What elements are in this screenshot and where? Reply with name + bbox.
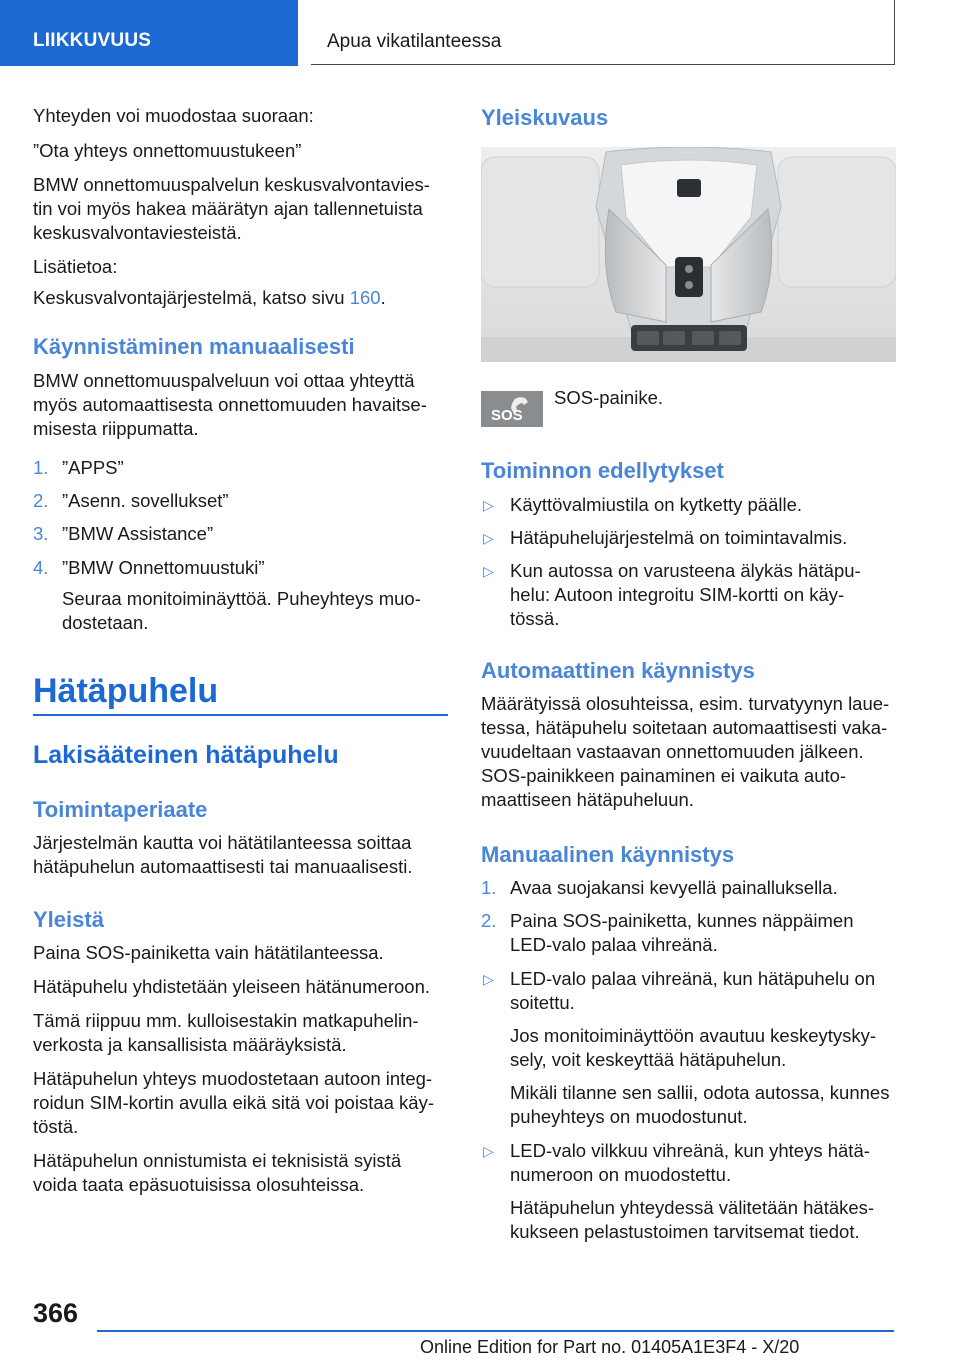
section-title: LIIKKUVUUS bbox=[33, 30, 152, 51]
paragraph: misesta riippumatta. bbox=[33, 418, 199, 439]
text: Keskusvalvontajärjestelmä, katso sivu bbox=[33, 287, 350, 308]
heading-principle: Toimintaperiaate bbox=[33, 797, 208, 822]
list-note: Hätäpuhelun yhteydessä välitetään hätäkes‐ bbox=[510, 1197, 875, 1218]
paragraph: Määrätyissä olosuhteissa, esim. turvatyynyn laue‐ bbox=[481, 693, 890, 714]
paragraph: Tämä riippuu mm. kulloisestakin matkapuhelin‐ bbox=[33, 1010, 419, 1031]
bullet-triangle-icon: ▷ bbox=[483, 563, 494, 579]
paragraph: Hätäpuhelu yhdistetään yleiseen hätänumeroon. bbox=[33, 976, 431, 997]
list-item: Käyttövalmiustila on kytketty päälle. bbox=[510, 494, 803, 515]
overhead-console-photo bbox=[481, 147, 896, 362]
paragraph: ”Ota yhteys onnettomuustukeen” bbox=[33, 140, 302, 161]
paragraph: keskusvalvontaviesteistä. bbox=[33, 222, 242, 243]
paragraph: Paina SOS-painiketta vain hätätilanteessa. bbox=[33, 942, 384, 963]
paragraph: Lisätietoa: bbox=[33, 256, 118, 277]
paragraph: Järjestelmän kautta voi hätätilanteessa soittaa bbox=[33, 832, 412, 853]
step-text: Avaa suojakansi kevyellä painalluksella. bbox=[510, 877, 838, 898]
heading-rule bbox=[33, 714, 448, 716]
step-number: 3. bbox=[33, 523, 49, 544]
bullet-triangle-icon: ▷ bbox=[483, 1143, 494, 1159]
sos-icon-label: SOS bbox=[491, 407, 523, 424]
paragraph: töstä. bbox=[33, 1116, 79, 1137]
step-text: Paina SOS-painiketta, kunnes näppäimen bbox=[510, 910, 854, 931]
footer-rule bbox=[97, 1330, 894, 1332]
section-tab bbox=[0, 0, 298, 66]
list-note: kukseen pelastustoimen tarvitsemat tiedot. bbox=[510, 1221, 860, 1242]
paragraph: vuudeltaan vastaavan onnettomuuden jälkeen. bbox=[481, 741, 864, 762]
heading-general: Yleistä bbox=[33, 907, 104, 932]
list-item: Kun autossa on varusteena älykäs hätäpu‐ bbox=[510, 560, 861, 581]
step-text: ”Asenn. sovellukset” bbox=[62, 490, 229, 511]
list-item: soitettu. bbox=[510, 992, 575, 1013]
heading-emergency-call: Hätäpuhelu bbox=[33, 672, 219, 710]
paragraph: voida taata epäsuotuisissa olosuhteissa. bbox=[33, 1174, 365, 1195]
heading-manual-start: Käynnistäminen manuaalisesti bbox=[33, 334, 355, 359]
paragraph: BMW onnettomuuspalveluun voi ottaa yhteyttä bbox=[33, 370, 415, 391]
paragraph: Hätäpuhelun onnistumista ei teknisistä syistä bbox=[33, 1150, 402, 1171]
paragraph: Yhteyden voi muodostaa suoraan: bbox=[33, 105, 314, 126]
paragraph: myös automaattisesta onnettomuuden havaitse‐ bbox=[33, 394, 427, 415]
heading-automatic-start: Automaattinen käynnistys bbox=[481, 658, 755, 683]
bullet-triangle-icon: ▷ bbox=[483, 530, 494, 546]
list-item: helu: Autoon integroitu SIM-kortti on käy‐ bbox=[510, 584, 845, 605]
heading-overview: Yleiskuvaus bbox=[481, 105, 609, 130]
footer-edition: Online Edition for Part no. 01405A1E3F4 - X/20 bbox=[420, 1337, 800, 1357]
list-note: Jos monitoiminäyttöön avautuu keskeytysky‐ bbox=[510, 1025, 877, 1046]
list-note: puheyhteys on muodostunut. bbox=[510, 1106, 748, 1127]
paragraph: hätäpuhelun automaattisesti tai manuaalisesti. bbox=[33, 856, 413, 877]
paragraph: SOS-painikkeen painaminen ei vaikuta auto‐ bbox=[481, 765, 847, 786]
list-item: numeroon on muodostettu. bbox=[510, 1164, 732, 1185]
bullet-triangle-icon: ▷ bbox=[483, 971, 494, 987]
step-note: dostetaan. bbox=[62, 612, 149, 633]
step-text: LED-valo palaa vihreänä. bbox=[510, 934, 718, 955]
step-number: 2. bbox=[33, 490, 49, 511]
heading-legal-emergency-call: Lakisääteinen hätäpuhelu bbox=[33, 741, 339, 769]
step-number: 2. bbox=[481, 910, 497, 931]
step-text: ”APPS” bbox=[62, 457, 124, 478]
step-number: 1. bbox=[33, 457, 49, 478]
chapter-tab bbox=[311, 0, 895, 65]
list-item: tössä. bbox=[510, 608, 560, 629]
step-text: ”BMW Assistance” bbox=[62, 523, 214, 544]
paragraph: tessa, hätäpuhelu soitetaan automaattisesti vaka‐ bbox=[481, 717, 888, 738]
paragraph: verkosta ja kansallisista määräyksistä. bbox=[33, 1034, 347, 1055]
page-link[interactable]: 160 bbox=[349, 287, 381, 308]
step-text: ”BMW Onnettomuustuki” bbox=[62, 557, 265, 578]
chapter-title: Apua vikatilanteessa bbox=[327, 31, 502, 52]
bullet-triangle-icon: ▷ bbox=[483, 497, 494, 513]
step-number: 1. bbox=[481, 877, 497, 898]
list-note: sely, voit keskeyttää hätäpuhelun. bbox=[510, 1049, 787, 1070]
page-number: 366 bbox=[33, 1298, 79, 1328]
heading-manual-start-2: Manuaalinen käynnistys bbox=[481, 842, 735, 867]
paragraph: maattiseen hätäpuheluun. bbox=[481, 789, 694, 810]
sos-icon bbox=[481, 391, 543, 427]
step-note: Seuraa monitoiminäyttöä. Puheyhteys muo‐ bbox=[62, 588, 421, 609]
list-item: LED-valo palaa vihreänä, kun hätäpuhelu on bbox=[510, 968, 876, 989]
heading-prerequisites: Toiminnon edellytykset bbox=[481, 458, 724, 483]
paragraph bbox=[33, 286, 448, 310]
paragraph: Hätäpuhelun yhteys muodostetaan autoon integ‐ bbox=[33, 1068, 433, 1089]
list-note: Mikäli tilanne sen sallii, odota autossa, kunnes bbox=[510, 1082, 890, 1103]
list-item: LED-valo vilkkuu vihreänä, kun yhteys hätä‐ bbox=[510, 1140, 870, 1161]
sos-caption: SOS-painike. bbox=[554, 387, 663, 408]
paragraph: BMW onnettomuuspalvelun keskusvalvontavies‐ bbox=[33, 174, 430, 195]
text: . bbox=[380, 287, 386, 308]
paragraph: tin voi myös hakea määrätyn ajan tallennetuista bbox=[33, 198, 423, 219]
step-number: 4. bbox=[33, 557, 49, 578]
paragraph: roidun SIM-kortin avulla eikä sitä voi poistaa käy‐ bbox=[33, 1092, 435, 1113]
list-item: Hätäpuhelujärjestelmä on toimintavalmis. bbox=[510, 527, 848, 548]
